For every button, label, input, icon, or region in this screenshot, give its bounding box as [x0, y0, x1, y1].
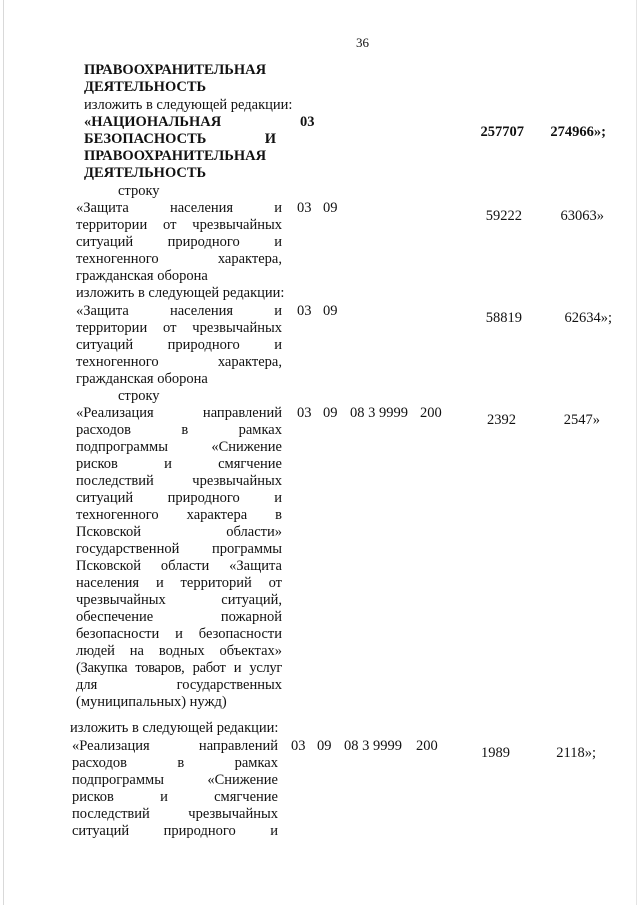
row-csr: 08 3 9999 — [344, 738, 402, 754]
row-text-line: гражданская оборона — [76, 371, 208, 387]
row-value-1: 59222 — [485, 208, 522, 224]
heading-new-word: И — [264, 131, 276, 147]
row-section: 03 — [297, 200, 312, 216]
row-text-line: территории от чрезвычайных — [76, 320, 282, 336]
heading-old-line-2: ДЕЯТЕЛЬНОСТЬ — [84, 79, 207, 95]
page-number: 36 — [356, 35, 369, 50]
row-text-line: чрезвычайных ситуаций, — [76, 592, 282, 608]
row-text-line: Псковской области» — [76, 524, 282, 540]
heading-new-value-2: 274966»; — [550, 124, 606, 140]
heading-new — [84, 114, 276, 182]
row-text-line: территории от чрезвычайных — [76, 217, 282, 233]
instruction-redaction: изложить в следующей редакции: — [76, 285, 285, 301]
row-value-2: 62634»; — [564, 310, 612, 326]
row-vr: 200 — [420, 405, 442, 421]
row-text-line: ситуаций природного и — [76, 490, 282, 506]
row-value-2: 2547» — [563, 412, 600, 428]
row-text-line: рисков и смягчение — [72, 789, 278, 805]
row-text-line: техногенного характера, — [76, 251, 282, 267]
scan-edge-right — [636, 0, 637, 905]
row-value-2: 63063» — [560, 208, 604, 224]
row-text-line: «Реализация направлений — [76, 405, 282, 421]
row-text-line: последствий чрезвычайных — [72, 806, 278, 822]
heading-new-value-1: 257707 — [480, 124, 524, 140]
heading-new-word: БЕЗОПАСНОСТЬ — [84, 131, 207, 147]
row-subsection: 09 — [323, 200, 338, 216]
row-text-line: подпрограммы «Снижение — [76, 439, 282, 455]
row-text-line: рисков и смягчение — [76, 456, 282, 472]
row-subsection: 09 — [317, 738, 332, 754]
row-text-line: расходов в рамках — [76, 422, 282, 438]
row-text-line: для государственных — [76, 677, 282, 693]
row-text-line: техногенного характера, — [76, 354, 282, 370]
row-value-1: 2392 — [487, 412, 516, 428]
row-value-2: 2118»; — [556, 745, 596, 761]
row-text-line: людей на водных объектах» — [76, 643, 282, 659]
row-text-line: «Реализация направлений — [72, 738, 278, 754]
row-subsection: 09 — [323, 303, 338, 319]
row-text-line: «Защита населения и — [76, 303, 282, 319]
row-text-line: подпрограммы «Снижение — [72, 772, 278, 788]
row-description — [76, 200, 282, 285]
row-vr: 200 — [416, 738, 438, 754]
row-text-line: населения и территорий от — [76, 575, 282, 591]
heading-new-line: ПРАВООХРАНИТЕЛЬНАЯ — [84, 148, 267, 164]
heading-new-line — [84, 131, 276, 148]
instruction-redaction: изложить в следующей редакции: — [70, 720, 279, 736]
row-value-1: 58819 — [485, 310, 522, 326]
row-text-line: ситуаций природного и — [72, 823, 278, 839]
row-text-line: (муниципальных) нужд) — [76, 694, 227, 710]
heading-old-line-1: ПРАВООХРАНИТЕЛЬНАЯ — [84, 62, 267, 78]
instruction-redaction: изложить в следующей редакции: — [84, 97, 293, 113]
row-text-line: ситуаций природного и — [76, 234, 282, 250]
heading-new-section: 03 — [300, 114, 315, 130]
row-section: 03 — [291, 738, 306, 754]
row-value-1: 1989 — [481, 745, 510, 761]
row-description — [76, 303, 282, 388]
row-description — [76, 405, 282, 711]
row-text-line: ситуаций природного и — [76, 337, 282, 353]
row-text-line: последствий чрезвычайных — [76, 473, 282, 489]
row-csr: 08 3 9999 — [350, 405, 408, 421]
row-text-line: «Защита населения и — [76, 200, 282, 216]
row-description — [72, 738, 278, 840]
row-text-line: (Закупка товаров, работ и услуг — [76, 660, 282, 676]
row-text-line: безопасности и безопасности — [76, 626, 282, 642]
instruction-line: строку — [118, 183, 160, 199]
scan-edge-left — [3, 0, 4, 905]
row-subsection: 09 — [323, 405, 338, 421]
row-text-line: техногенного характера в — [76, 507, 282, 523]
row-text-line: государственной программы — [76, 541, 282, 557]
row-text-line: обеспечение пожарной — [76, 609, 282, 625]
row-text-line: гражданская оборона — [76, 268, 208, 284]
row-section: 03 — [297, 303, 312, 319]
heading-new-line: ДЕЯТЕЛЬНОСТЬ — [84, 165, 207, 181]
instruction-line: строку — [118, 388, 160, 404]
row-text-line: расходов в рамках — [72, 755, 278, 771]
heading-new-line: «НАЦИОНАЛЬНАЯ — [84, 114, 222, 130]
row-text-line: Псковской области «Защита — [76, 558, 282, 574]
row-section: 03 — [297, 405, 312, 421]
